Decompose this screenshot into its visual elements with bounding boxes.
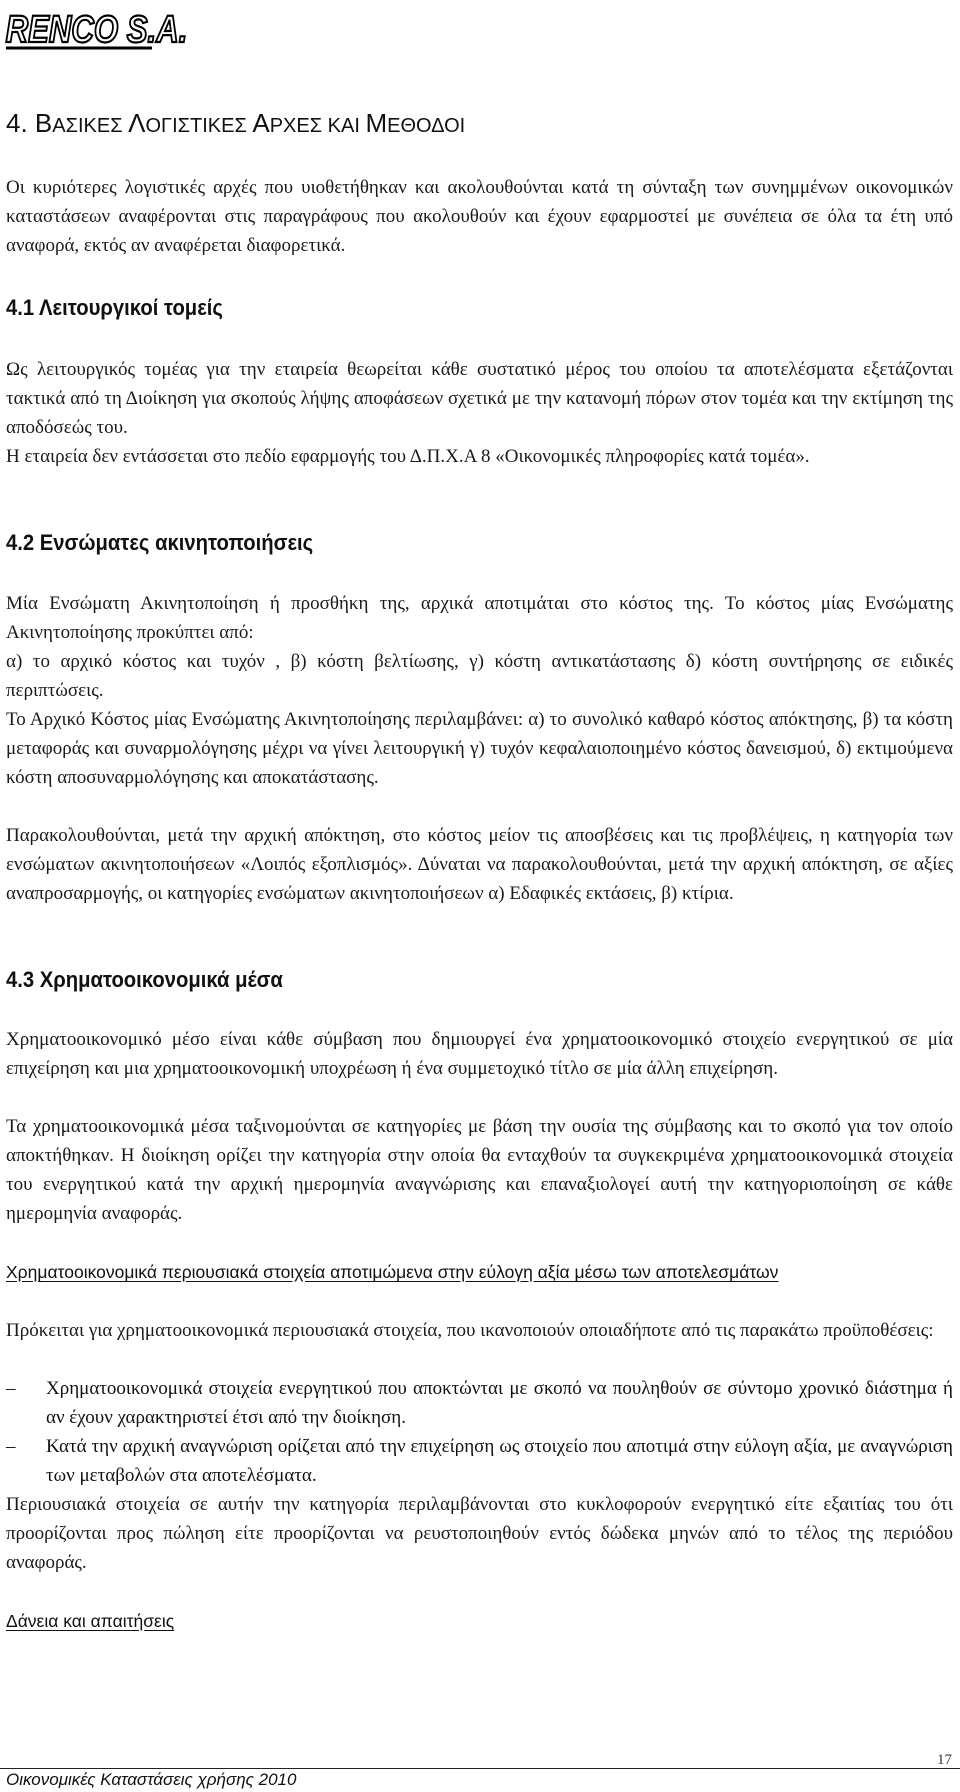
- s42-paragraph-1: Μία Ενσώματη Ακινητοποίηση ή προσθήκη της, αρχικά αποτιμάται στο κόστος της. Το κόστος μίας Ενσώματης Ακινητοποίησης προκύπτει από:: [6, 593, 953, 643]
- logo-text: RENCO S.A.: [5, 9, 188, 51]
- s42-paragraph-3: Το Αρχικό Κόστος μίας Ενσώματης Ακινητοποίησης περιλαμβάνει: α) το συνολικό καθαρό κόστος απόκτησης, β) τα κόστη μεταφοράς και συναρμολόγησης μέχρι να γίνει λειτουργική γ) τυχόν κεφαλαιοποιημένο κόστος δανεισμού, δ) εκτιμούμενα κόστη αποσυναρμολόγησης και αποκατάστασης.: [6, 709, 953, 788]
- s43-paragraph-1: Χρηματοοικονομικό μέσο είναι κάθε σύμβαση που δημιουργεί ένα χρηματοοικονομικό στοιχείο ενεργητικού σε μία επιχείρηση και μια χρηματοοικονομική υποχρέωση ή ένα συμμετοχικό τίτλο σε μία άλλη επιχείρηση.: [6, 1029, 953, 1079]
- footer-title: Οικονομικές Καταστάσεις χρήσης 2010: [6, 1770, 297, 1789]
- heading-4-1: 4.1 Λειτουργικοί τομείς: [6, 295, 223, 320]
- section-title: 4. ΒΑΣΙΚΕΣ ΛΟΓΙΣΤΙΚΕΣ ΑΡΧΕΣ ΚΑΙ ΜΕΘΟΔΟΙ: [6, 108, 466, 138]
- heading-4-2: 4.2 Ενσώματες ακινητοποιήσεις: [6, 530, 314, 555]
- subheading-fair-value: Χρηματοοικονομικά περιουσιακά στοιχεία αποτιμώμενα στην εύλογη αξία μέσω των αποτελεσμάτων: [6, 1262, 779, 1282]
- s41-paragraph-1: Ως λειτουργικός τομέας για την εταιρεία θεωρείται κάθε συστατικό μέρος του οποίου τα αποτελέσματα εξετάζονται τακτικά από τη Διοίκηση για σκοπούς λήψης αποφάσεων σχετικά με την κατανομή πόρων στον τομέα και την εκτίμηση της αποδόσεώς του.: [6, 359, 953, 438]
- fair-value-paragraph-2: Περιουσιακά στοιχεία σε αυτήν την κατηγορία περιλαμβάνονται στο κυκλοφορούν ενεργητικό είτε εξαιτίας του ότι προορίζονται προς πώληση είτε προορίζονται να ρευστοποιηθούν εντός δώδεκα μηνών από το τέλος της περιόδου αναφοράς.: [6, 1494, 953, 1573]
- dash-bullet: –: [6, 1436, 16, 1457]
- dash-bullet: –: [6, 1378, 16, 1399]
- intro-paragraph: Οι κυριότερες λογιστικές αρχές που υιοθετήθηκαν και ακολουθούνται κατά τη σύνταξη των συνημμένων οικονομικών καταστάσεων αναφέρονται στις παραγράφους που ακολουθούν και έχουν εφαρμοστεί με συνέπεια σε όλα τα έτη υπό αναφορά, εκτός αν αναφέρεται διαφορετικά.: [6, 177, 953, 256]
- list-item: – Κατά την αρχική αναγνώριση ορίζεται από την επιχείρηση ως στοιχείο που αποτιμά στην εύλογη αξία, με αναγνώριση των μεταβολών στα αποτελέσματα.: [6, 1432, 953, 1490]
- s42-paragraph-2: α) το αρχικό κόστος και τυχόν , β) κόστη βελτίωσης, γ) κόστη αντικατάστασης δ) κόστη συντήρησης σε ειδικές περιπτώσεις.: [6, 651, 953, 701]
- renco-logo: [4, 4, 188, 54]
- s42-paragraph-4: Παρακολουθούνται, μετά την αρχική απόκτηση, στο κόστος μείον τις αποσβέσεις και τις προβλέψεις, η κατηγορία των ενσώματων ακινητοποιήσεων «Λοιπός εξοπλισμός». Δύναται να παρακολουθούνται, μετά την αρχική απόκτηση, σε αξίες αναπροσαρμογής, οι κατηγορίες ενσώματων ακινητοποιήσεων α) Εδαφικές εκτάσεις, β) κτίρια.: [6, 825, 953, 904]
- subheading-loans: Δάνεια και απαιτήσεις: [6, 1611, 175, 1631]
- page-number: 17: [937, 1752, 952, 1768]
- s41-paragraph-2: Η εταιρεία δεν εντάσσεται στο πεδίο εφαρμογής του Δ.Π.Χ.Α 8 «Οικονομικές πληροφορίες κατά τομέα».: [6, 446, 810, 467]
- s43-paragraph-2: Τα χρηματοοικονομικά μέσα ταξινομούνται σε κατηγορίες με βάση την ουσία της σύμβασης και το σκοπό για τον οποίο αποκτήθηκαν. Η διοίκηση ορίζει την κατηγορία στην οποία θα ενταχθούν τα συγκεκριμένα χρηματοοικονομικά στοιχεία του ενεργητικού κατά την αρχική ημερομηνία αναγνώρισης και επαναξιολογεί αυτή την κατηγοριοποίηση σε κάθε ημερομηνία αναφοράς.: [6, 1116, 953, 1224]
- fair-value-intro: Πρόκειται για χρηματοοικονομικά περιουσιακά στοιχεία, που ικανοποιούν οποιαδήποτε από τις παρακάτω προϋποθέσεις:: [6, 1320, 934, 1341]
- list-item: – Χρηματοοικονομικά στοιχεία ενεργητικού που αποκτώνται με σκοπό να πουληθούν σε σύντομο χρονικό διάστημα ή αν έχουν χαρακτηριστεί έτσι από την διοίκηση.: [6, 1374, 953, 1432]
- heading-4-3: 4.3 Χρηματοοικονομικά μέσα: [6, 967, 283, 992]
- footer-divider: [0, 1768, 960, 1769]
